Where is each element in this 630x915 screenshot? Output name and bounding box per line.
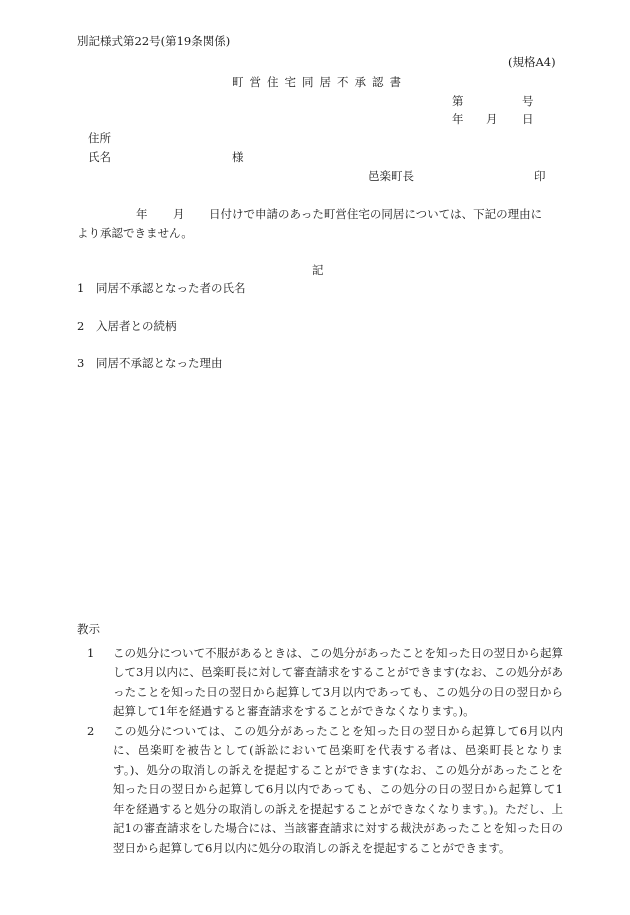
note-number: 2 xyxy=(87,723,95,738)
item-1-label: 同居不承認となった者の氏名 xyxy=(96,281,246,295)
seal-mark: 印 xyxy=(534,169,546,183)
item-2-label: 入居者との続柄 xyxy=(96,319,177,333)
body-line-2: より承認できません。 xyxy=(77,226,193,240)
item-2-number: 2 xyxy=(77,319,85,333)
document-title: 町営住宅同居不承認書 xyxy=(232,75,407,89)
number-suffix: 号 xyxy=(522,94,534,108)
issuer-title: 邑楽町長 xyxy=(368,169,414,183)
name-label: 氏名 xyxy=(88,150,111,164)
instruction-section xyxy=(77,624,563,858)
note-text: この処分については、この処分があったことを知った日の翌日から起算して6月以内に、邑楽町を被告として(訴訟において邑楽町を代表する者は、邑楽町長となります。)、処分の取消しの訴えを提起することができます(なお、この処分があったことを知った日の翌日から起算して6月以内であっても、この処分の日の翌日から起算して1年を経過すると処分の取消しの訴えを提起することができなくなります。)。ただし、上記1の審査請求をした場合には、当該審査請求に対する裁決があったことを知った日の翌日から起算して6月以内に処分の取消しの訴えを提起することができます。 xyxy=(113,723,563,855)
number-prefix: 第 xyxy=(452,94,464,108)
size-note: (規格A4) xyxy=(508,55,556,69)
address-label: 住所 xyxy=(88,131,111,145)
note-number: 1 xyxy=(87,645,95,660)
ki-heading: 記 xyxy=(312,263,324,277)
item-3-label: 同居不承認となった理由 xyxy=(96,356,223,370)
honorific: 様 xyxy=(232,150,244,164)
item-3-number: 3 xyxy=(77,356,85,370)
instruction-note xyxy=(77,644,563,722)
item-1-number: 1 xyxy=(77,281,85,295)
body-line-1: 日付けで申請のあった町営住宅の同居については、下記の理由に xyxy=(209,207,543,221)
date-day: 日 xyxy=(522,112,534,126)
body-month: 月 xyxy=(173,207,185,221)
date-year: 年 xyxy=(452,112,464,126)
instruction-note xyxy=(77,722,563,859)
instruction-heading: 教示 xyxy=(77,622,100,636)
date-month: 月 xyxy=(486,112,498,126)
form-number: 別記様式第22号(第19条関係) xyxy=(77,34,231,48)
body-year: 年 xyxy=(136,207,148,221)
note-text: この処分について不服があるときは、この処分があったことを知った日の翌日から起算して3月以内に、邑楽町長に対して審査請求をすることができます(なお、この処分があったことを知った日の翌日から起算して3月以内であっても、この処分の日の翌日から起算して1年を経過すると審査請求をすることができなくなります。)。 xyxy=(113,645,563,718)
